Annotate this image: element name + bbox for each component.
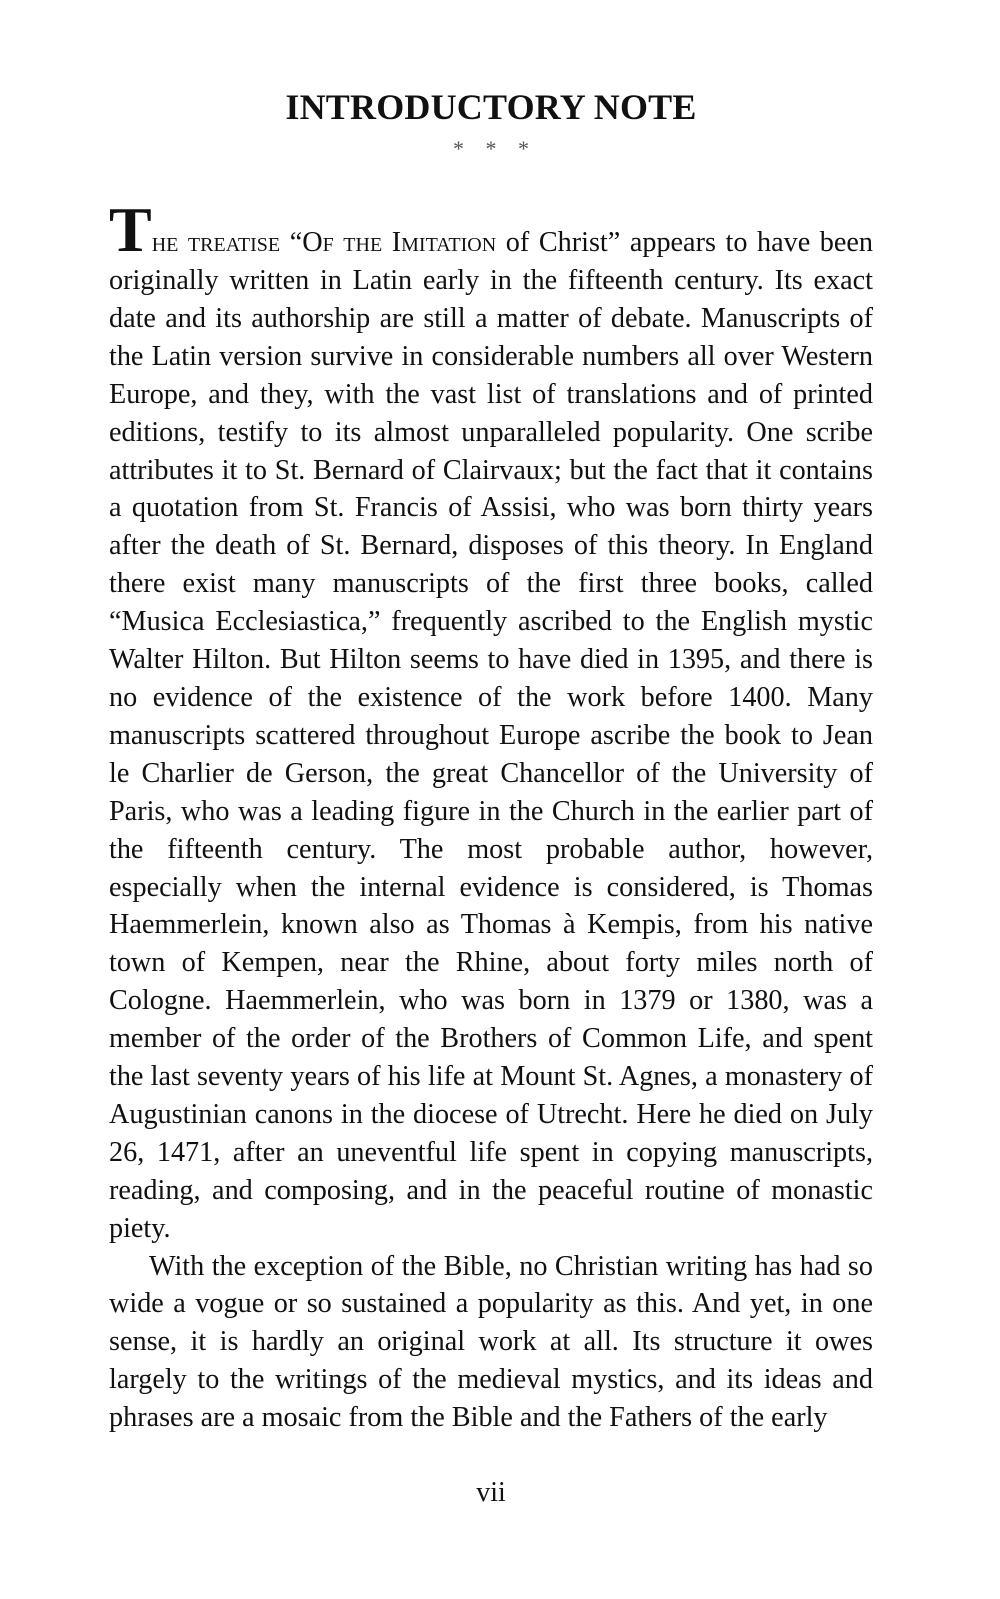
paragraph-second: With the exception of the Bible, no Christian writing has had so wide a vogue or so sustained a popularity as this. And yet, in one sense, it is hardly an original work at all. Its structure it owes largely to the writings of the medieval mystics, and its ideas and phrases are a mosaic from the Bible and the Fathers of the early [109,1250,873,1434]
small-caps-title: Of the Imitation [302,227,497,258]
paragraph-first-text: of Christ” appears to have been originally written in Latin early in the fifteenth century. Its exact date and its authorship are still a matter of debate. Manuscripts of the Latin version survive in considerable numbers all over Western Europe, and they, with the vast list of translations and of printed editions, testify to its almost unparalleled popularity. One scribe attributes it to St. Bernard of Clairvaux; but the fact that it contains a quotation from St. Francis of Assisi, who was born thirty years after the death of St. Bernard, disposes of this theory. In England there exist many manuscripts of the first three books, called “Musica Ecclesiastica,” frequently ascribed to the English mystic Walter Hilton. But Hilton seems to have died in 1395, and there is no evidence of the existence of the work before 1400. Many manuscripts scattered throughout Europe ascribe the book to Jean le Charlier de Gerson, the great Chancellor of the University of Paris, who was a leading figure in the Church in the earlier part of the fifteenth century. The most probable author, however, especially when the internal evidence is considered, is Thomas Haemmerlein, known also as Thomas à Kempis, from his native town of Kempen, near the Rhine, about forty miles north of Cologne. Haemmerlein, who was born in 1379 or 1380, was a member of the order of the Brothers of Common Life, and spent the last seventy years of his life at Mount St. Agnes, a monastery of Augustinian canons in the diocese of Utrecht. Here he died on July 26, 1471, after an uneventful life spent in copying manuscripts, reading, and composing, and in the peaceful routine of monastic piety. [109,227,873,1244]
paragraph-first [109,194,873,1248]
open-quote: “ [280,227,303,258]
drop-cap: T [109,194,152,265]
page-title: INTRODUCTORY NOTE [285,87,697,127]
body-text [109,194,873,1437]
section-ornament: * * * [453,136,537,161]
book-page [109,0,873,1599]
page-number: vii [476,1477,506,1508]
small-caps-opening: he treatise [151,227,281,258]
